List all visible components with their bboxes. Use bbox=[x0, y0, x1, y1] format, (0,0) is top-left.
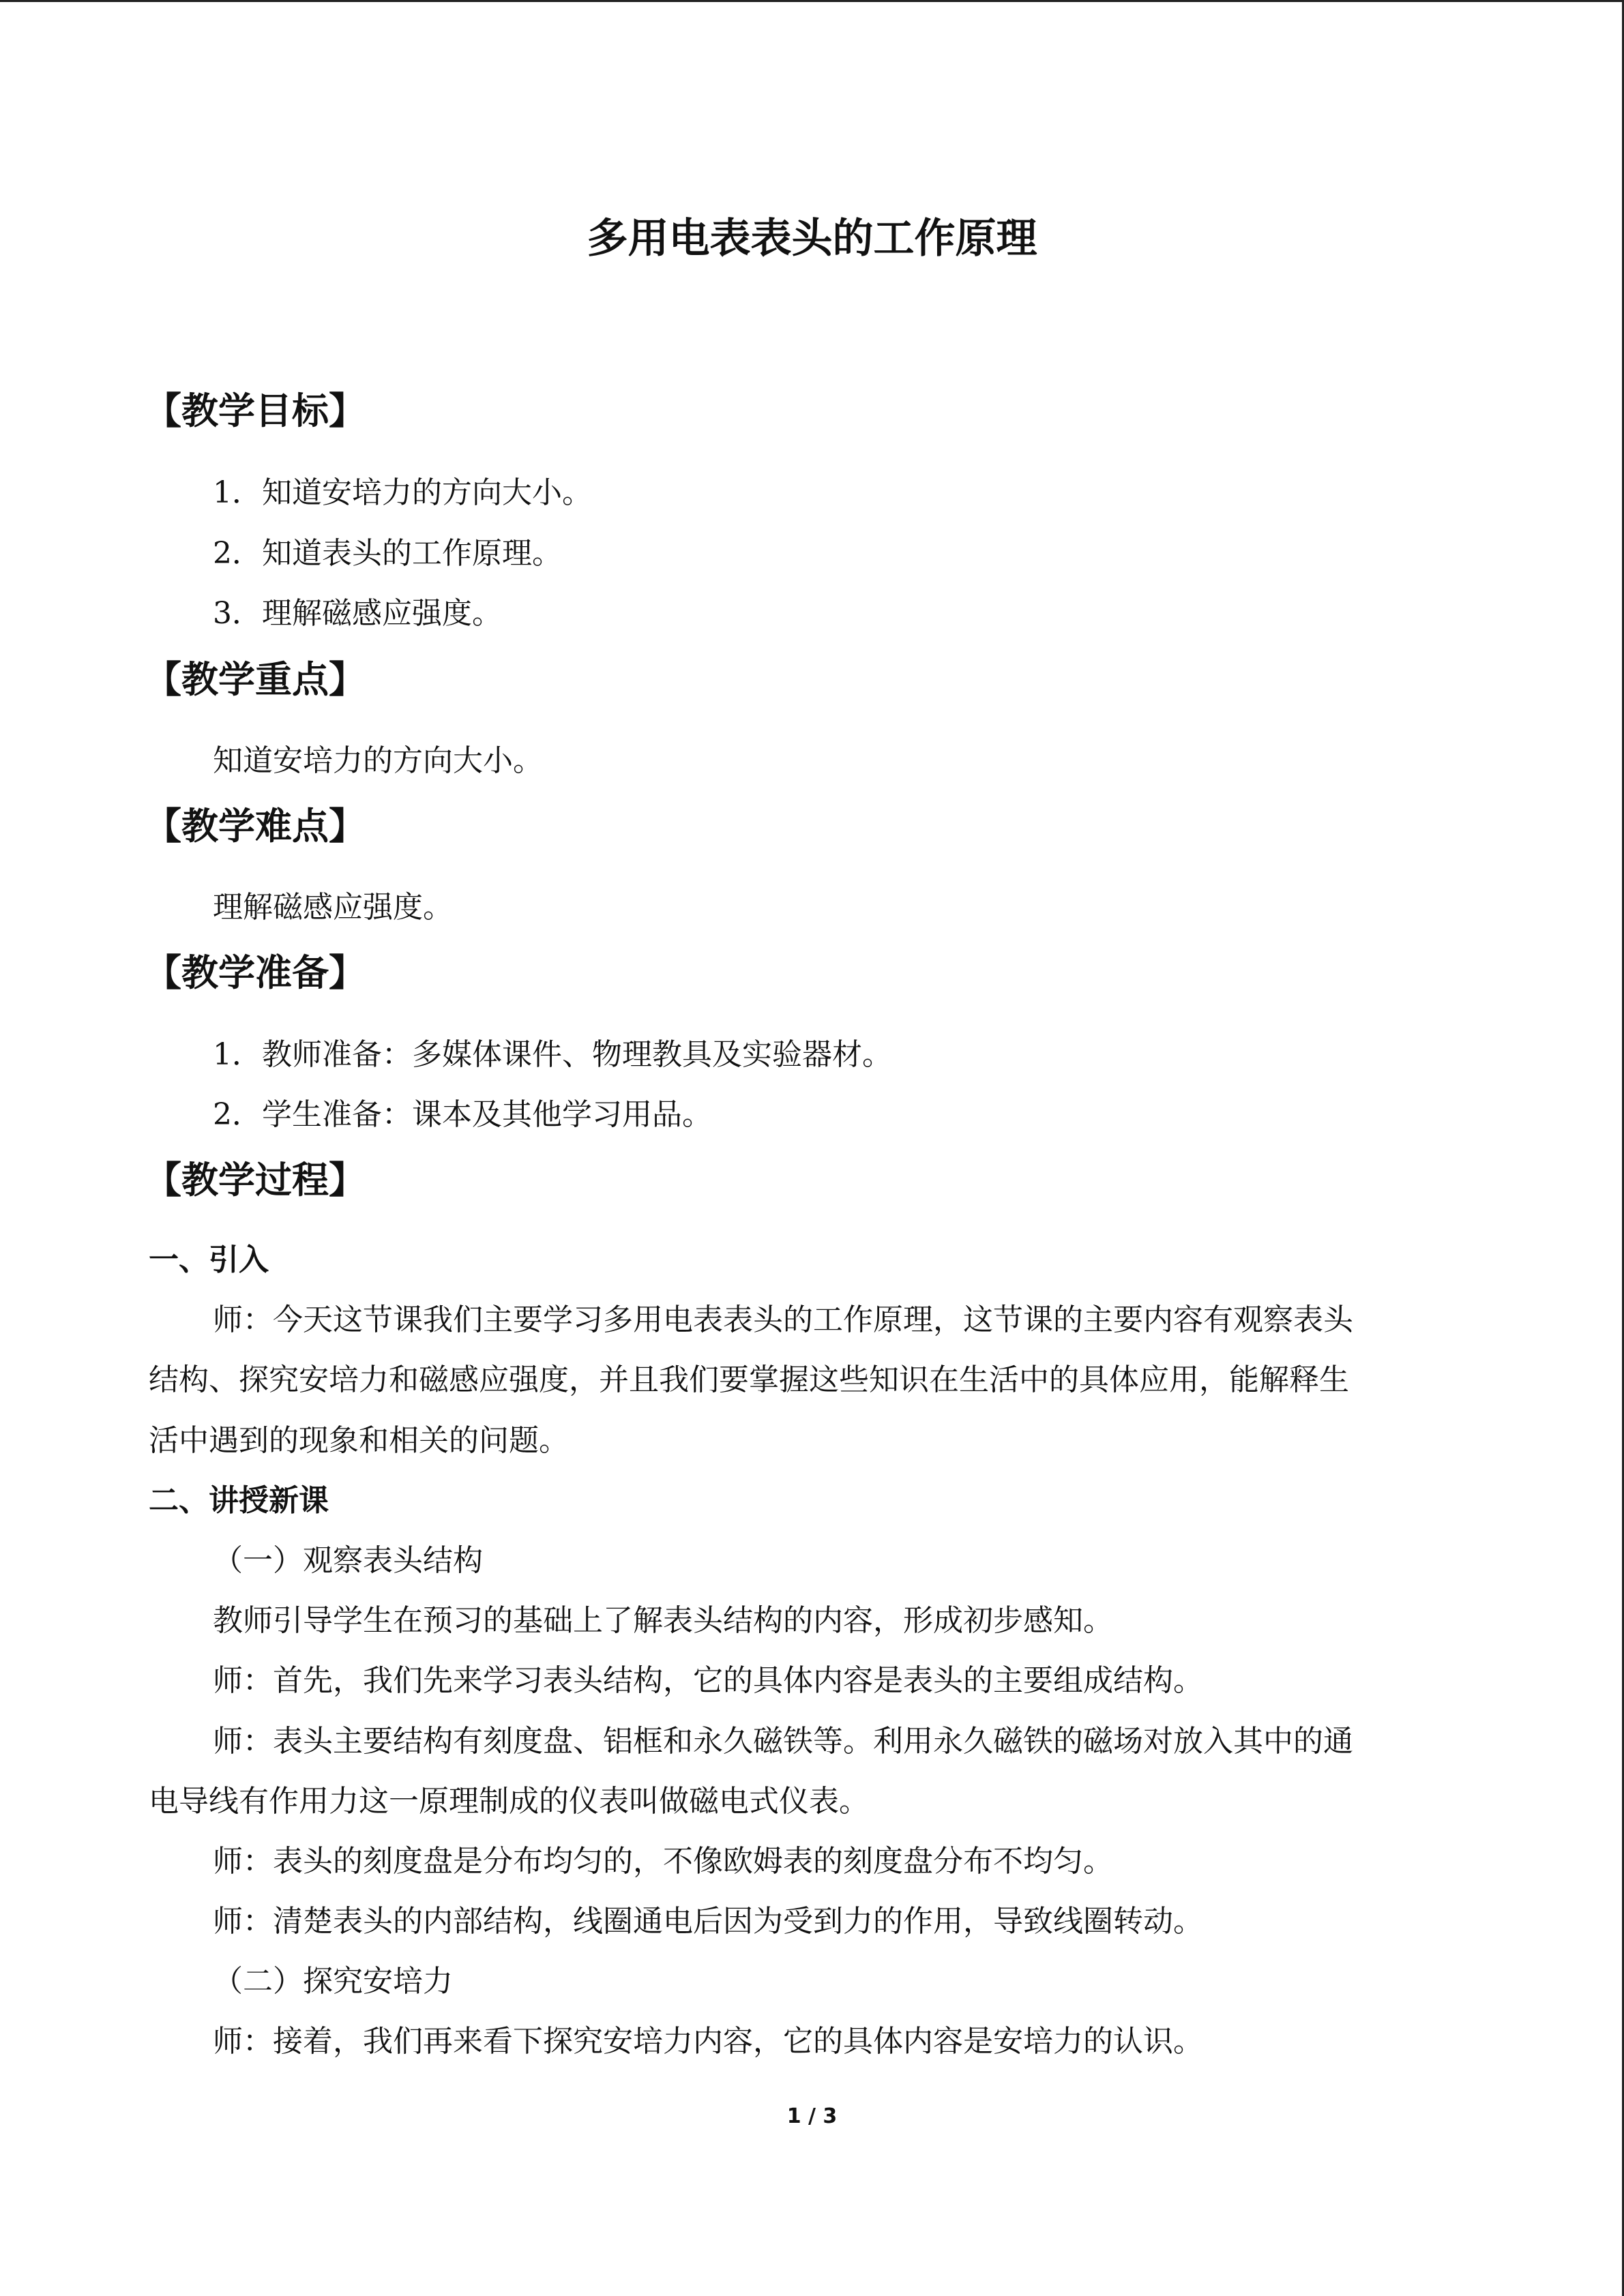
page-number: 1 / 3 bbox=[786, 2104, 838, 2128]
new-lesson-heading: 二、讲授新课 bbox=[149, 1483, 329, 1518]
part2-line-1: 师：接着，我们再来看下探究安培力内容，它的具体内容是安培力的认识。 bbox=[213, 2024, 1203, 2059]
part1-line-2: 师：首先，我们先来学习表头结构，它的具体内容是表头的主要组成结构。 bbox=[213, 1663, 1203, 1698]
objectives-heading: 【教学目标】 bbox=[145, 389, 366, 432]
key-points-text: 知道安培力的方向大小。 bbox=[213, 743, 543, 778]
key-points-heading: 【教学重点】 bbox=[145, 658, 366, 701]
intro-line-2: 结构、探究安培力和磁感应强度，并且我们要掌握这些知识在生活中的具体应用，能解释生 bbox=[149, 1362, 1349, 1397]
top-border-rule bbox=[0, 0, 1624, 2]
part1-line-5: 师：表头的刻度盘是分布均匀的，不像欧姆表的刻度盘分布不均匀。 bbox=[213, 1844, 1113, 1879]
preparation-heading: 【教学准备】 bbox=[145, 951, 366, 994]
difficulties-text: 理解磁感应强度。 bbox=[213, 890, 453, 925]
page-title: 多用电表表头的工作原理 bbox=[587, 215, 1037, 263]
objective-item-1: 1．知道安培力的方向大小。 bbox=[213, 475, 592, 510]
preparation-item-1: 1．教师准备：多媒体课件、物理教具及实验器材。 bbox=[213, 1037, 892, 1072]
intro-line-3: 活中遇到的现象和相关的问题。 bbox=[149, 1423, 569, 1458]
objective-item-3: 3．理解磁感应强度。 bbox=[213, 596, 502, 631]
part1-line-3: 师：表头主要结构有刻度盘、铝框和永久磁铁等。利用永久磁铁的磁场对放入其中的通 bbox=[213, 1724, 1353, 1759]
intro-heading: 一、引入 bbox=[149, 1242, 269, 1277]
part1-line-1: 教师引导学生在预习的基础上了解表头结构的内容，形成初步感知。 bbox=[213, 1603, 1113, 1638]
intro-line-1: 师：今天这节课我们主要学习多用电表表头的工作原理，这节课的主要内容有观察表头 bbox=[213, 1302, 1353, 1337]
part1-line-4: 电导线有作用力这一原理制成的仪表叫做磁电式仪表。 bbox=[149, 1784, 869, 1819]
objective-item-2: 2．知道表头的工作原理。 bbox=[213, 536, 562, 571]
part1-heading: （一）观察表头结构 bbox=[213, 1543, 483, 1578]
part1-line-6: 师：清楚表头的内部结构，线圈通电后因为受到力的作用，导致线圈转动。 bbox=[213, 1904, 1203, 1939]
difficulties-heading: 【教学难点】 bbox=[145, 805, 366, 848]
preparation-item-2: 2．学生准备：课本及其他学习用品。 bbox=[213, 1097, 712, 1132]
part2-heading: （二）探究安培力 bbox=[213, 1964, 453, 1999]
process-heading: 【教学过程】 bbox=[145, 1159, 366, 1202]
